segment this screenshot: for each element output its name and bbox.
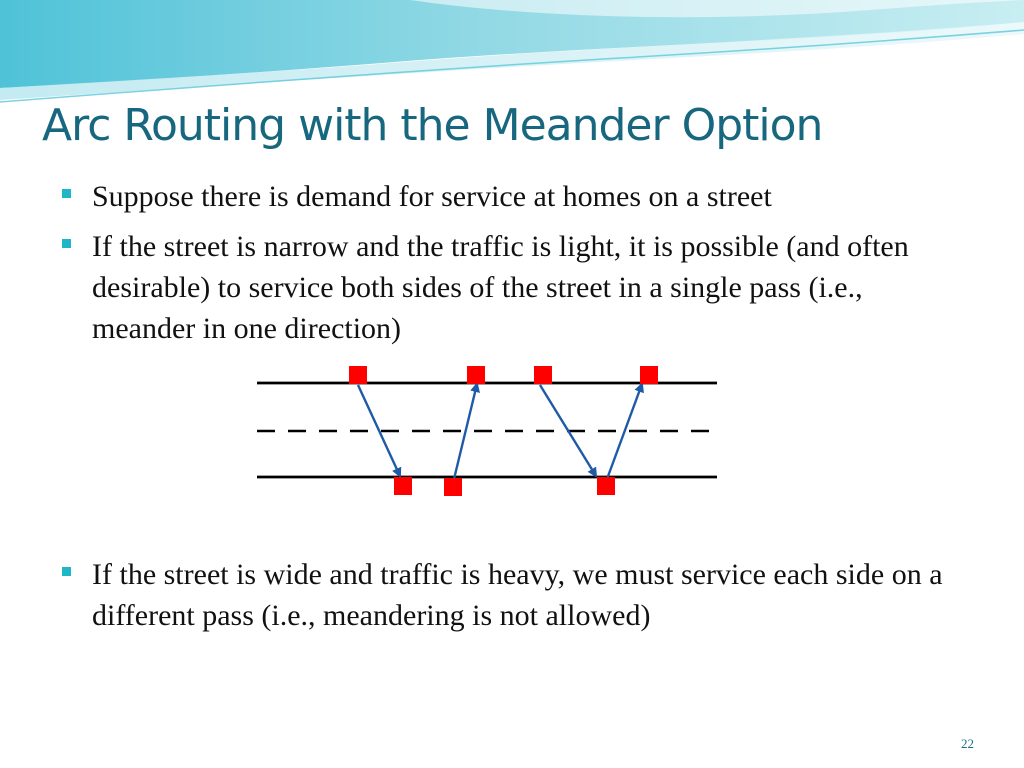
meander-street-diagram xyxy=(250,358,725,503)
slide-page-number: 22 xyxy=(961,736,974,751)
service-home-node xyxy=(349,366,367,384)
bullet-item xyxy=(62,554,962,636)
service-home-node xyxy=(640,366,658,384)
service-home-node xyxy=(444,478,462,496)
bullet-text: If the street is narrow and the traffic is light, it is possible (and often desirable) to service both sides of the street in a single pass (i.e., meander in one direction) xyxy=(92,230,909,345)
bullet-square-icon xyxy=(62,239,71,248)
service-home-node xyxy=(534,366,552,384)
bullet-item xyxy=(62,226,962,349)
bullet-item xyxy=(62,176,962,217)
service-home-node xyxy=(597,477,615,495)
service-home-node xyxy=(467,366,485,384)
bullet-square-icon xyxy=(62,189,71,198)
bullet-square-icon xyxy=(62,567,71,576)
service-home-node xyxy=(394,477,412,495)
page-title: Arc Routing with the Meander Option xyxy=(42,100,823,151)
bullet-text: If the street is wide and traffic is heavy, we must service each side on a different pass (i.e., meandering is not allowed) xyxy=(92,558,943,632)
bullet-text: Suppose there is demand for service at homes on a street xyxy=(92,180,772,213)
